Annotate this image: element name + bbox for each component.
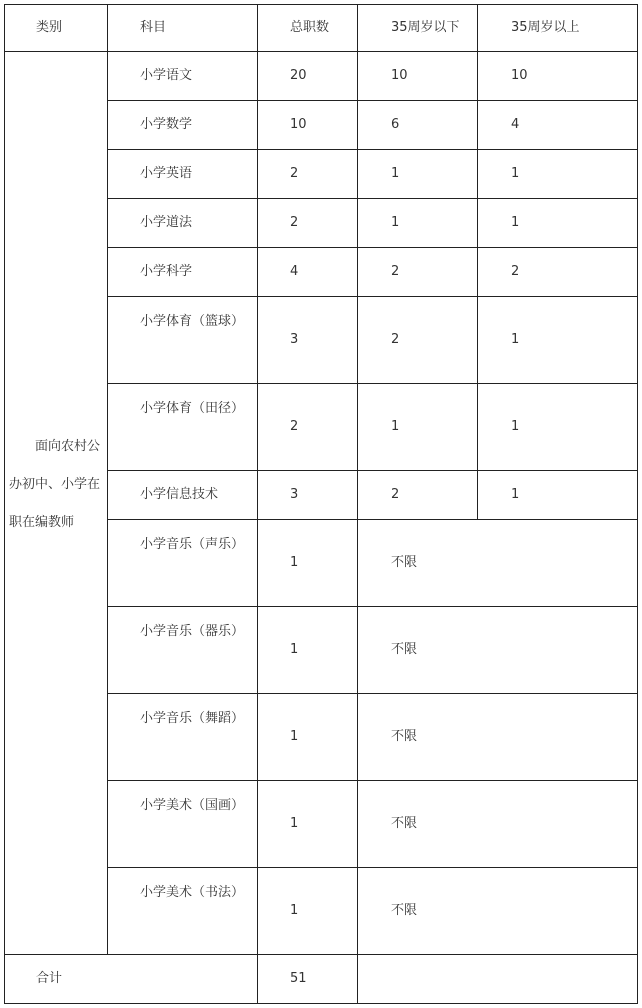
- total-value: 4: [290, 264, 299, 279]
- under35-value: 1: [391, 215, 400, 230]
- subject-cell: [107, 606, 258, 694]
- header-category: 类别: [36, 20, 63, 35]
- age-unrestricted-value: 不限: [391, 642, 418, 657]
- total-row-label-cell: [4, 954, 258, 1004]
- age-unrestricted-cell: [357, 606, 638, 694]
- total-value: 2: [290, 419, 299, 434]
- subject-cell: [107, 198, 258, 248]
- age-unrestricted-cell: [357, 693, 638, 781]
- total-cell: [257, 198, 358, 248]
- under35-cell: [357, 383, 478, 471]
- header-cell-category: [4, 4, 108, 52]
- total-value: 1: [290, 729, 299, 744]
- over35-value: 4: [511, 117, 520, 132]
- subject-label: 小学英语: [140, 166, 193, 181]
- over35-value: 1: [511, 419, 520, 434]
- total-cell: [257, 519, 358, 607]
- subject-cell: [107, 693, 258, 781]
- total-row-label: 合计: [36, 971, 63, 986]
- total-cell: [257, 383, 358, 471]
- header-under35: 35周岁以下: [391, 20, 460, 35]
- over35-cell: [477, 470, 638, 520]
- subject-label: 小学音乐（声乐）: [140, 537, 245, 552]
- total-cell: [257, 247, 358, 297]
- subject-label: 小学语文: [140, 68, 193, 83]
- under35-cell: [357, 198, 478, 248]
- over35-value: 1: [511, 166, 520, 181]
- total-row-value: 51: [290, 971, 307, 986]
- subject-cell: [107, 51, 258, 101]
- subject-cell: [107, 470, 258, 520]
- total-value: 1: [290, 903, 299, 918]
- subject-cell: [107, 100, 258, 150]
- over35-cell: [477, 247, 638, 297]
- under35-value: 2: [391, 332, 400, 347]
- header-cell-subject: [107, 4, 258, 52]
- header-cell-under35: [357, 4, 478, 52]
- over35-value: 1: [511, 215, 520, 230]
- total-cell: [257, 867, 358, 955]
- subject-cell: [107, 383, 258, 471]
- under35-value: 1: [391, 166, 400, 181]
- total-cell: [257, 296, 358, 384]
- total-value: 20: [290, 68, 307, 83]
- total-value: 1: [290, 816, 299, 831]
- age-unrestricted-value: 不限: [391, 903, 418, 918]
- subject-label: 小学信息技术: [140, 487, 219, 502]
- under35-cell: [357, 149, 478, 199]
- subject-cell: [107, 247, 258, 297]
- subject-label: 小学体育（田径）: [140, 401, 245, 416]
- age-unrestricted-value: 不限: [391, 729, 418, 744]
- over35-cell: [477, 100, 638, 150]
- under35-cell: [357, 100, 478, 150]
- total-value: 2: [290, 166, 299, 181]
- over35-cell: [477, 383, 638, 471]
- over35-cell: [477, 198, 638, 248]
- total-row-value-cell: [257, 954, 358, 1004]
- over35-cell: [477, 51, 638, 101]
- header-cell-over35: [477, 4, 638, 52]
- under35-value: 1: [391, 419, 400, 434]
- age-unrestricted-value: 不限: [391, 555, 418, 570]
- total-cell: [257, 780, 358, 868]
- under35-value: 6: [391, 117, 400, 132]
- subject-label: 小学道法: [140, 215, 193, 230]
- total-row-empty-cell: [357, 954, 638, 1004]
- subject-cell: [107, 296, 258, 384]
- header-total: 总职数: [290, 20, 330, 35]
- over35-value: 1: [511, 487, 520, 502]
- header-cell-total: [257, 4, 358, 52]
- total-cell: [257, 51, 358, 101]
- total-cell: [257, 693, 358, 781]
- age-unrestricted-cell: [357, 780, 638, 868]
- under35-value: 2: [391, 487, 400, 502]
- subject-cell: [107, 519, 258, 607]
- age-unrestricted-cell: [357, 519, 638, 607]
- total-cell: [257, 470, 358, 520]
- header-subject: 科目: [140, 20, 167, 35]
- under35-cell: [357, 51, 478, 101]
- under35-cell: [357, 296, 478, 384]
- total-value: 1: [290, 642, 299, 657]
- over35-cell: [477, 149, 638, 199]
- over35-value: 1: [511, 332, 520, 347]
- total-value: 1: [290, 555, 299, 570]
- subject-label: 小学音乐（器乐）: [140, 624, 245, 639]
- total-value: 10: [290, 117, 307, 132]
- total-value: 3: [290, 332, 299, 347]
- header-over35: 35周岁以上: [511, 20, 580, 35]
- over35-cell: [477, 296, 638, 384]
- total-cell: [257, 100, 358, 150]
- total-value: 3: [290, 487, 299, 502]
- over35-value: 2: [511, 264, 520, 279]
- over35-value: 10: [511, 68, 528, 83]
- subject-label: 小学音乐（舞蹈）: [140, 711, 245, 726]
- age-unrestricted-cell: [357, 867, 638, 955]
- category-cell: [4, 51, 108, 955]
- total-value: 2: [290, 215, 299, 230]
- subject-cell: [107, 780, 258, 868]
- subject-cell: [107, 867, 258, 955]
- subject-label: 小学科学: [140, 264, 193, 279]
- subject-label: 小学美术（国画）: [140, 798, 245, 813]
- subject-label: 小学体育（篮球）: [140, 314, 245, 329]
- under35-cell: [357, 247, 478, 297]
- subject-label: 小学数学: [140, 117, 193, 132]
- subject-cell: [107, 149, 258, 199]
- under35-cell: [357, 470, 478, 520]
- under35-value: 10: [391, 68, 408, 83]
- under35-value: 2: [391, 264, 400, 279]
- age-unrestricted-value: 不限: [391, 816, 418, 831]
- subject-label: 小学美术（书法）: [140, 885, 245, 900]
- total-cell: [257, 149, 358, 199]
- total-cell: [257, 606, 358, 694]
- category-text: 面向农村公办初中、小学在职在编教师: [9, 439, 101, 530]
